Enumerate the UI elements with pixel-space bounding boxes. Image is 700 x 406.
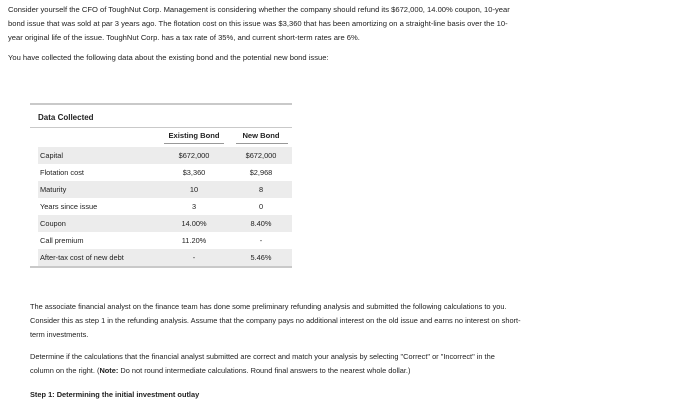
existing-bond-value: 10 xyxy=(189,185,199,194)
row-label: Flotation cost xyxy=(40,168,84,177)
note-prefix: column on the right. ( xyxy=(30,366,100,375)
table-top-rule xyxy=(30,103,292,105)
column-rule-new xyxy=(236,143,288,144)
existing-bond-value: - xyxy=(192,253,196,262)
table-row xyxy=(38,215,292,232)
column-header-new-bond: New Bond xyxy=(242,131,280,140)
new-bond-value: 8 xyxy=(258,185,264,194)
table-row xyxy=(38,181,292,198)
new-bond-value: 8.40% xyxy=(250,219,272,228)
new-bond-value: $672,000 xyxy=(245,151,277,160)
determine-line-1: Determine if the calculations that the financial analyst submitted are correct and match your analysis by selecting "Correct" or "Incorrect" in the xyxy=(30,352,495,361)
table-row xyxy=(38,232,292,249)
existing-bond-value: $672,000 xyxy=(178,151,210,160)
table-title-rule xyxy=(30,127,292,128)
table-bottom-rule xyxy=(30,266,292,268)
row-label: Coupon xyxy=(40,219,66,228)
row-label: Maturity xyxy=(40,185,67,194)
existing-bond-value: $3,360 xyxy=(182,168,206,177)
row-label: After-tax cost of new debt xyxy=(40,253,124,262)
analysis-line-3: term investments. xyxy=(30,330,89,339)
existing-bond-value: 14.00% xyxy=(181,219,207,228)
column-header-existing-bond: Existing Bond xyxy=(168,131,220,140)
table-row xyxy=(38,164,292,181)
data-collected-table xyxy=(30,103,292,268)
intro-line-2: bond issue that was sold at par 3 years ago. The flotation cost on this issue was $3,360 that has been amortizing on a straight-line basis over the 10- xyxy=(8,19,508,28)
analysis-line-1: The associate financial analyst on the finance team has done some preliminary refunding analysis and submitted the following calculations to you. xyxy=(30,302,507,311)
intro-line-3: year original life of the issue. ToughNut Corp. has a tax rate of 35%, and current short-term rates are 6%. xyxy=(8,33,360,42)
note-text: Do not round intermediate calculations. Round final answers to the nearest whole dollar.) xyxy=(118,366,411,375)
table-row xyxy=(38,198,292,215)
step-1-heading: Step 1: Determining the initial investment outlay xyxy=(30,390,200,399)
intro-lead: You have collected the following data about the existing bond and the potential new bond issue: xyxy=(8,53,329,62)
table-title: Data Collected xyxy=(38,113,94,122)
existing-bond-value: 3 xyxy=(191,202,197,211)
table-row xyxy=(38,249,292,266)
intro-line-1: Consider yourself the CFO of ToughNut Corp. Management is considering whether the company should refund its $672,000, 14.00% coupon, 10-year xyxy=(8,5,510,14)
analysis-line-2: Consider this as step 1 in the refunding analysis. Assume that the company pays no additional interest on the old issue and earns no interest on short- xyxy=(30,316,521,325)
new-bond-value: $2,968 xyxy=(249,168,273,177)
problem-intro xyxy=(8,3,668,65)
row-label: Years since issue xyxy=(40,202,98,211)
table-row xyxy=(38,147,292,164)
new-bond-value: 5.46% xyxy=(250,253,272,262)
row-label: Call premium xyxy=(40,236,84,245)
row-label: Capital xyxy=(40,151,64,160)
new-bond-value: 0 xyxy=(258,202,264,211)
existing-bond-value: 11.20% xyxy=(181,236,207,245)
note-label: Note: xyxy=(99,366,119,375)
determine-line-2 xyxy=(30,364,670,378)
instructions xyxy=(30,300,670,402)
column-rule-existing xyxy=(164,143,224,144)
new-bond-value: - xyxy=(259,236,263,245)
